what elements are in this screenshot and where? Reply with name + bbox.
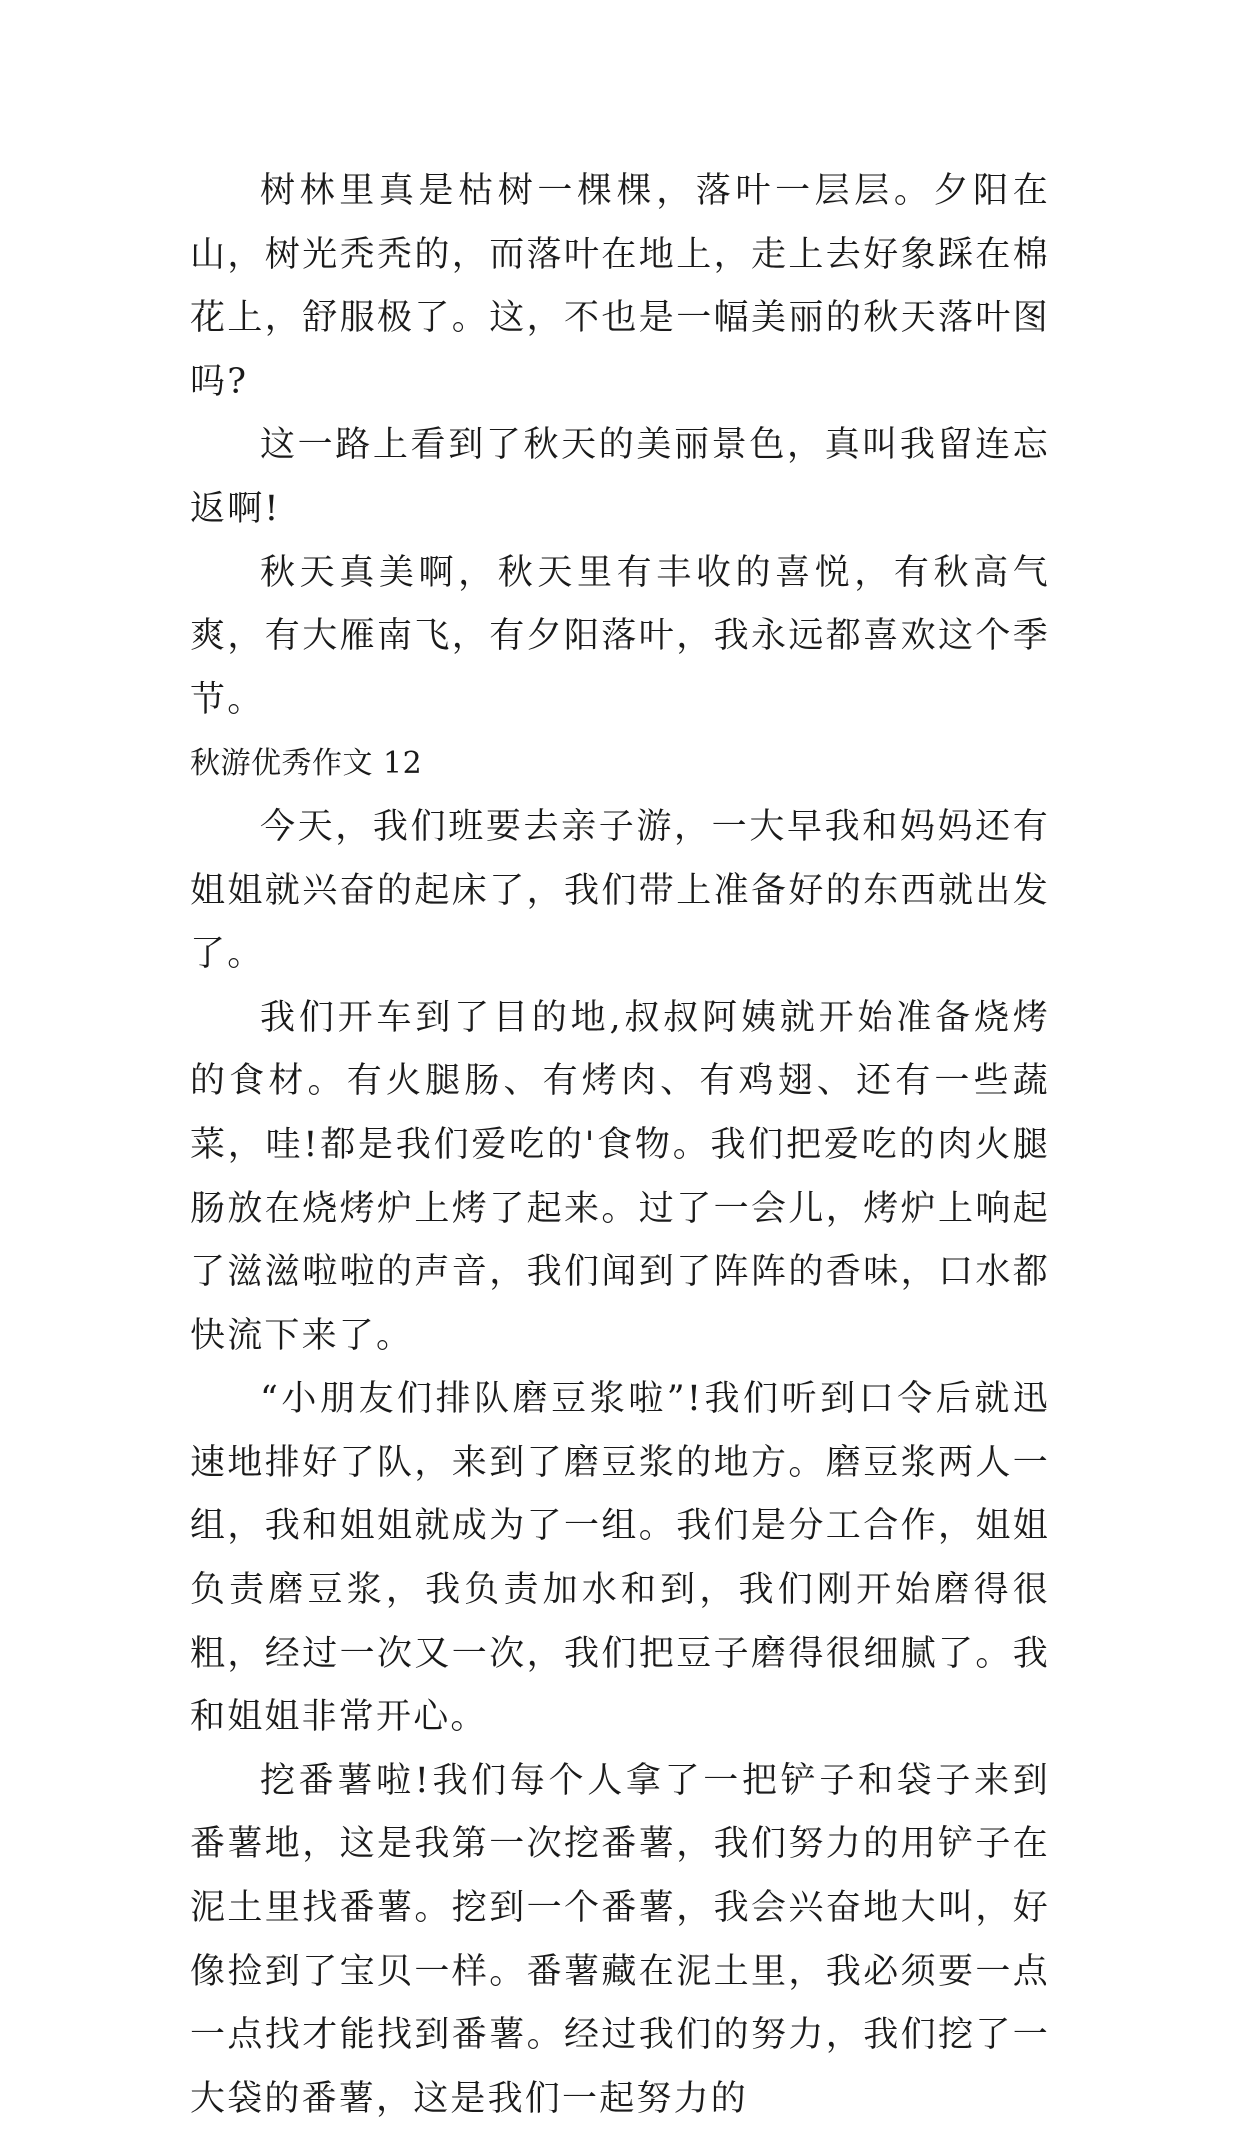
paragraph-scenery: 这一路上看到了秋天的美丽景色，真叫我留连忘返啊! (190, 425, 1050, 529)
paragraph-trip-start: 今天，我们班要去亲子游，一大早我和妈妈还有姐姐就兴奋的起床了，我们带上准备好的东西就出发了。 (190, 806, 1050, 975)
paragraph-barbecue: 我们开车到了目的地,叔叔阿姨就开始准备烧烤的食材。有火腿肠、有烤肉、有鸡翅、还有一些蔬菜，哇!都是我们爱吃的'食物。我们把爱吃的肉火腿肠放在烧烤炉上烤了起来。过了一会儿，烤炉上响起了滋滋啦啦的声音，我们闻到了阵阵的香味，口水都快流下来了。 (190, 997, 1050, 1356)
essay-heading: 秋游优秀作文 12 (190, 746, 423, 782)
paragraph-autumn-beauty: 秋天真美啊，秋天里有丰收的喜悦，有秋高气爽，有大雁南飞，有夕阳落叶，我永远都喜欢这个季节。 (190, 552, 1050, 720)
paragraph-autumn-forest: 树林里真是枯树一棵棵，落叶一层层。夕阳在山，树光秃秃的，而落叶在地上，走上去好象踩在棉花上，舒服极了。这，不也是一幅美丽的秋天落叶图吗? (190, 171, 1050, 402)
essay-text (190, 160, 1050, 2131)
paragraph-sweet-potato: 挖番薯啦!我们每个人拿了一把铲子和袋子来到番薯地，这是我第一次挖番薯，我们努力的用铲子在泥土里找番薯。挖到一个番薯，我会兴奋地大叫，好像捡到了宝贝一样。番薯藏在泥土里，我必须要一点一点找才能找到番薯。经过我们的努力，我们挖了一大袋的番薯，这是我们一起努力的 (190, 1760, 1050, 2119)
paragraph-soy-milk: “小朋友们排队磨豆浆啦”!我们听到口令后就迅速地排好了队，来到了磨豆浆的地方。磨豆浆两人一组，我和姐姐就成为了一组。我们是分工合作，姐姐负责磨豆浆，我负责加水和到，我们刚开始磨得很粗，经过一次又一次，我们把豆子磨得很细腻了。我和姐姐非常开心。 (190, 1379, 1050, 1738)
